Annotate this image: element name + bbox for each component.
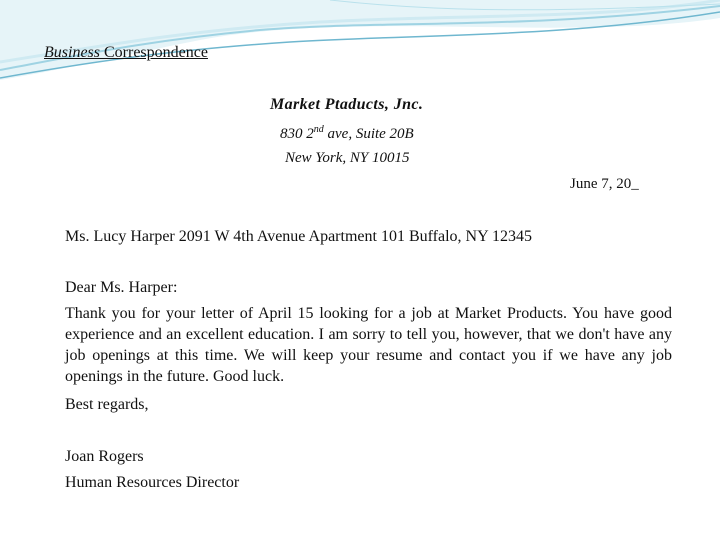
slide-title-rest: Correspondence: [100, 44, 208, 61]
letter-body: Thank you for your letter of April 15 looking for a job at Market Products. You have good experience and an excellent education. I am sorry to tell you, however, that we don't have any job openings at this time. We will keep your resume and contact you if we have any job openings in the future. Good luck.: [65, 305, 672, 385]
signature-name: Joan Rogers: [65, 448, 144, 465]
street-address: [280, 124, 414, 143]
street-address-ordinal: nd: [313, 124, 324, 135]
street-address-prefix: 830 2: [280, 126, 314, 142]
salutation: Dear Ms. Harper:: [65, 279, 178, 296]
closing: Best regards,: [65, 396, 149, 413]
city-line: New York, NY 10015: [285, 150, 410, 166]
company-name: Market Ptaducts, Jnc.: [270, 96, 424, 113]
letter-date: June 7, 20_: [570, 176, 639, 192]
signature-title: Human Resources Director: [65, 474, 240, 491]
slide-title: [44, 44, 208, 62]
recipient-address: Ms. Lucy Harper 2091 W 4th Avenue Apartment 101 Buffalo, NY 12345: [65, 228, 533, 245]
slide-title-italic: Business: [44, 44, 100, 61]
street-address-suffix: ave, Suite 20B: [323, 126, 414, 142]
